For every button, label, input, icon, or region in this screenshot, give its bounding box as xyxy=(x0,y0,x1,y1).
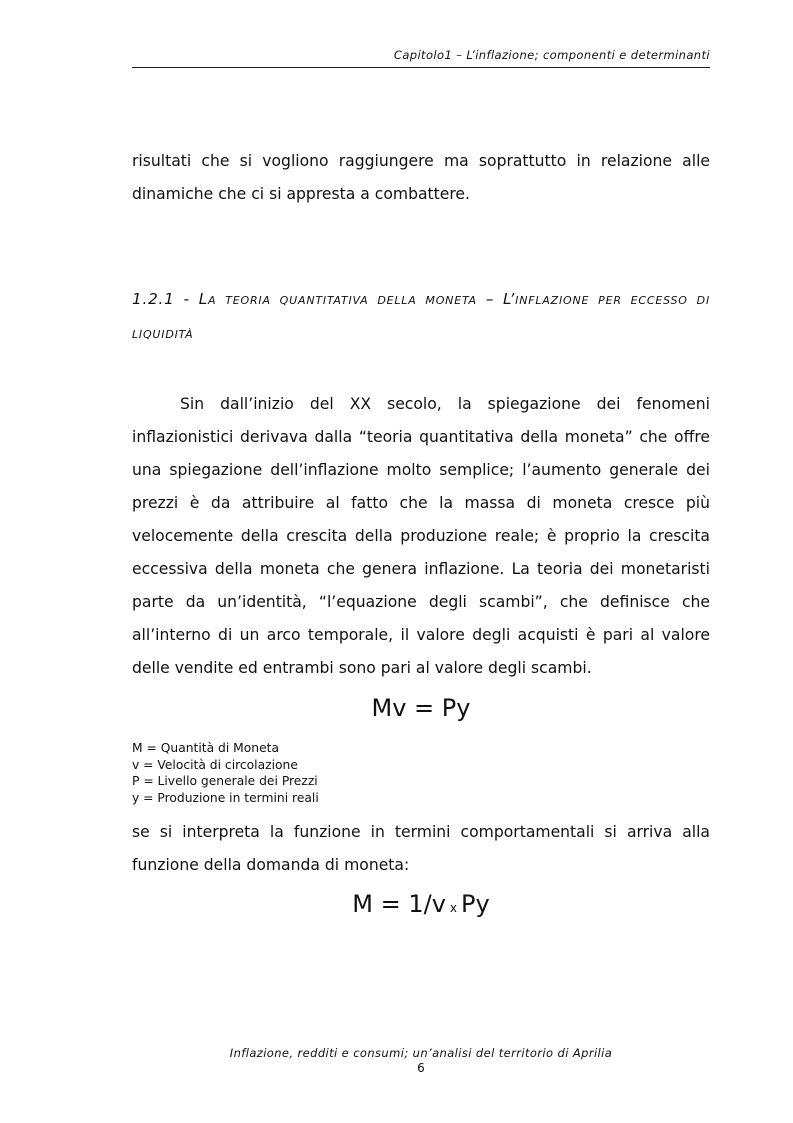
continuation-paragraph: risultati che si vogliono raggiungere ma soprattutto in relazione alle dinamiche che ci si appresta a combattere. xyxy=(132,152,710,203)
body-paragraph-1: Sin dall’inizio del XX secolo, la spiegazione dei fenomeni inflazionistici derivava dalla “teoria quantitativa della moneta” che offre una spiegazione dell’inflazione molto semplice; l’aumento generale dei prezzi è da attribuire al fatto che la massa di moneta cresce più velocemente della crescita della produzione reale; è proprio la crescita eccessiva della moneta che genera inflazione. La teoria dei monetaristi parte da un’identità, “l’equazione degli scambi”, che definisce che all’interno di un arco temporale, il valore degli acquisti è pari al valore delle vendite ed entrambi sono pari al valore degli scambi. xyxy=(132,395,710,677)
legend-item: v = Velocità di circolazione xyxy=(132,757,298,772)
variable-legend xyxy=(132,740,319,806)
section-heading: 1.2.1 - La teoria quantitativa della moneta – L’inflazione per eccesso di liquidità xyxy=(132,290,710,342)
body-paragraph-2: se si interpreta la funzione in termini comportamentali si arriva alla funzione della domanda di moneta: xyxy=(132,823,710,874)
money-demand-function xyxy=(132,889,710,923)
footer-title: Inflazione, redditi e consumi; un’analisi del territorio di Aprilia xyxy=(229,1046,613,1060)
formula-left: M = 1/v xyxy=(352,890,446,918)
header-divider xyxy=(132,67,710,68)
legend-item: M = Quantità di Moneta xyxy=(132,741,280,755)
multiplication-sign: x xyxy=(449,901,458,915)
page-number: 6 xyxy=(417,1061,425,1075)
running-header: Capitolo1 – L’inflazione; componenti e determinanti xyxy=(393,48,710,62)
equation-of-exchange: Mv = Py xyxy=(371,694,471,722)
formula-right: Py xyxy=(461,890,490,918)
legend-item: P = Livello generale dei Prezzi xyxy=(132,774,318,788)
legend-item: y = Produzione in termini reali xyxy=(132,790,319,805)
